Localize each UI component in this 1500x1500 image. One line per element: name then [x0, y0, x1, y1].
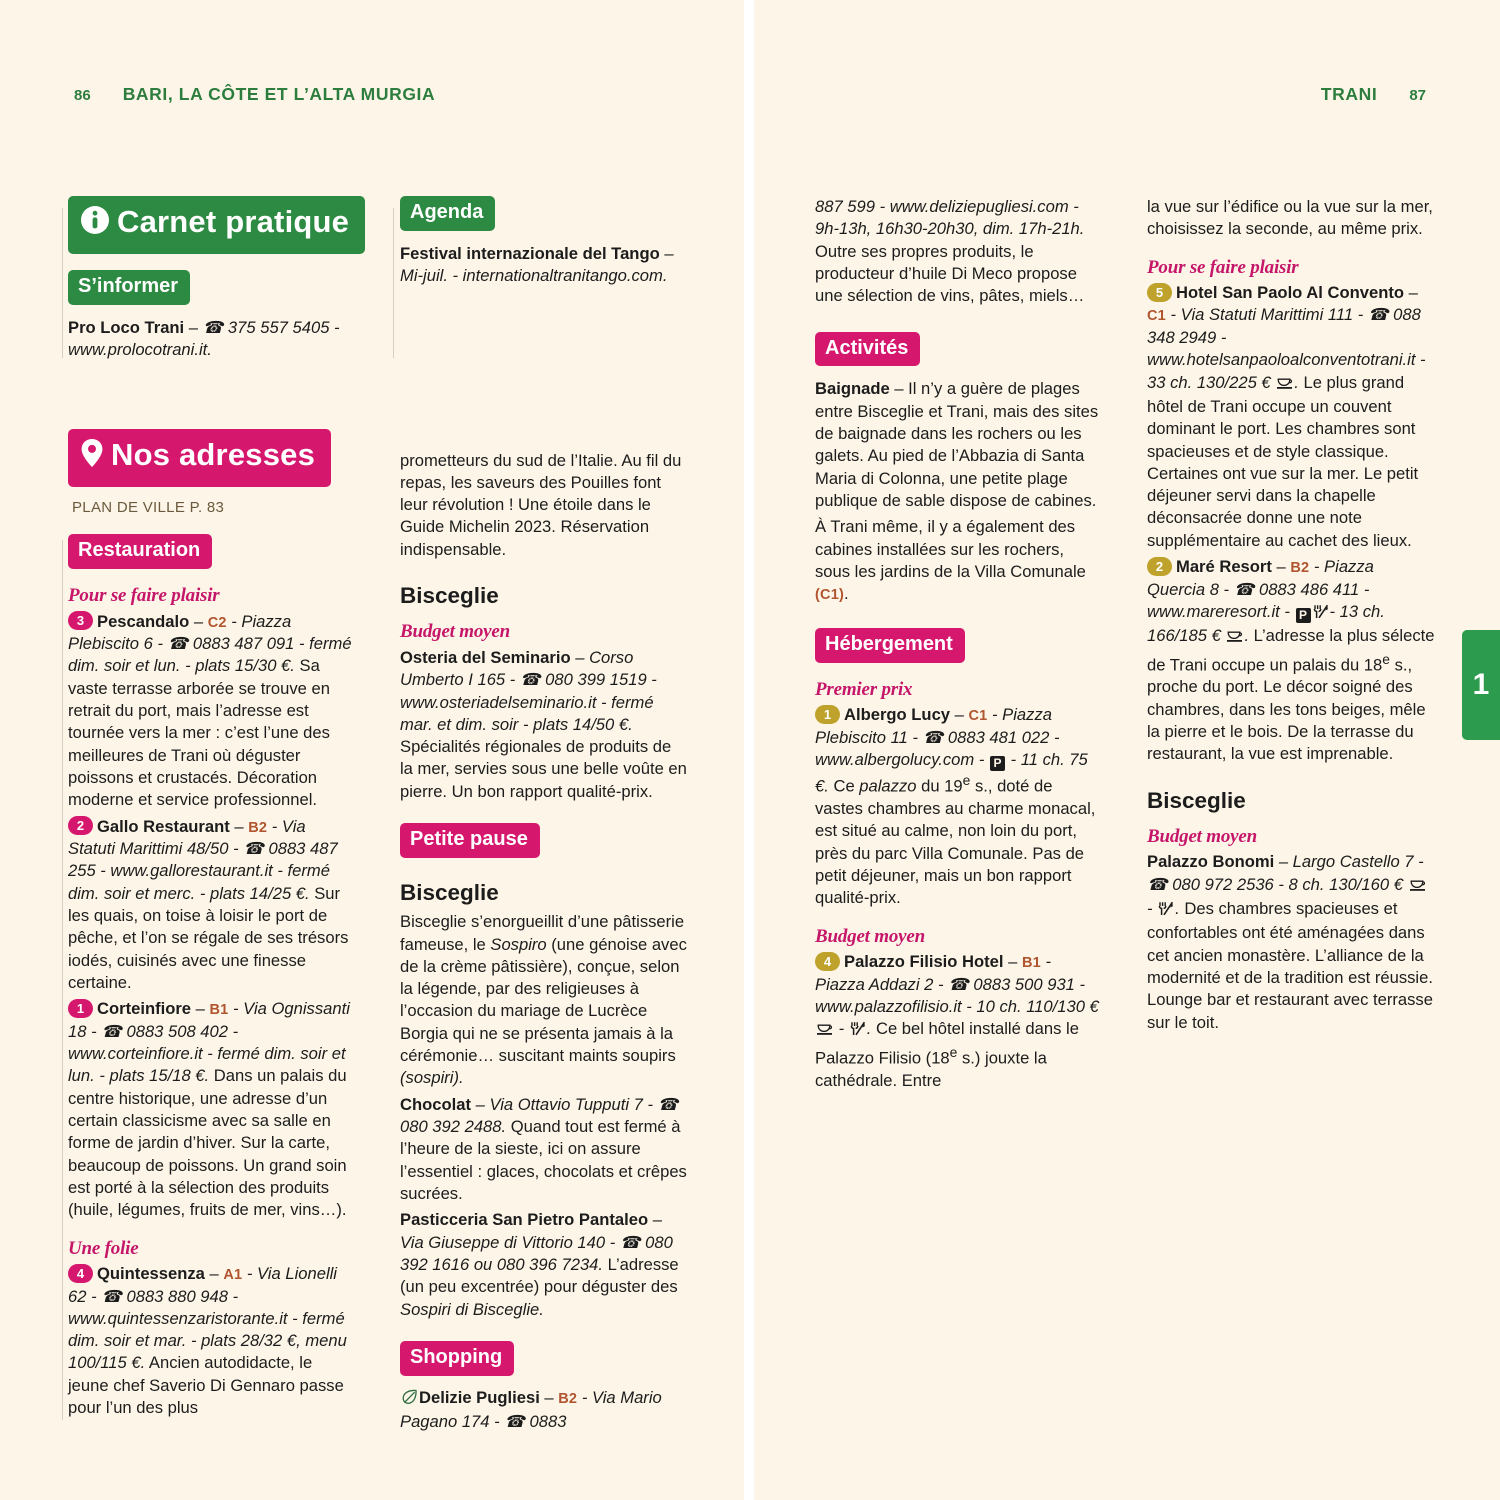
- hotel-description-b: s.) jouxte la cathédrale. Entre: [815, 1048, 1047, 1090]
- column-3: [815, 196, 1103, 1092]
- map-pin-number: 4: [815, 952, 840, 971]
- hotel-entry: 5 Hotel San Paolo Al Convento – C1 - Via Statuti Marittimi 111 - ☎ 088 348 2949 - www.hotelsanpaoloalconventotrani.it - 33 ch. 130/225 € . Le plus grand hôtel de Trani occupe un couvent dominant le port. Les chambres sont spacieuses et de style classique. Certaines ont vue sur la mer. Le petit déjeuner servi dans la chapelle déconsacrée donne une note supplémentaire au cachet des lieux.: [1147, 283, 1426, 550]
- category-budget-moyen: Budget moyen: [815, 925, 926, 947]
- restaurant-name: Corteinfiore: [97, 999, 192, 1019]
- hotel-address-b: - 13 ch. 166/185 €: [1147, 601, 1385, 646]
- ordinal-suffix: e: [1382, 650, 1390, 667]
- hotel-description-b: s., proche du port. Le décor soigné des chambres, dans les tons beiges, mêle la pierre et le bois. De la terrasse du restaurant, la vue est imprenable.: [1147, 655, 1426, 764]
- restaurant-name: Pescandalo: [97, 611, 190, 631]
- hotel-address-c: .: [866, 1019, 872, 1039]
- category-budget-moyen: Budget moyen: [400, 621, 511, 643]
- pause-address: – Via Giuseppe di Vittorio 140 - ☎ 080 392 1616 ou 080 396 7234.: [400, 1210, 673, 1274]
- zone-code: B1: [1021, 955, 1041, 972]
- restaurant-entry: [400, 647, 688, 803]
- shop-entry: Delizie Pugliesi – B2 - Via Mario Pagano 174 - ☎ 0883: [400, 1387, 662, 1432]
- hotel-description: Des chambres spacieuses et confortables ont été aménagées dans cet ancien monastère. L’alliance de la modernité et de la tradition est réussie. Lounge bar et restaurant avec terrasse sur le toit.: [1147, 899, 1433, 1032]
- hotel-address-a: - Via Statuti Marittimi 111 - ☎ 088 348 2949 - www.hotelsanpaoloalconventotrani.it - 33 ch. 130/225 €: [1147, 305, 1426, 392]
- breakfast-icon: [1276, 374, 1293, 396]
- zone-code: A1: [223, 1267, 243, 1284]
- hotel-entry: 2 Maré Resort – B2 - Piazza Quercia 8 - ☎ 0883 486 411 - www.mareresort.it - P - 13 ch. 166/185 € . L’adresse la plus sélecte de Trani occupe un palais du 18e s., proche du port. Le décor soigné des chambres, dans les tons beiges, mêle la pierre et le bois. De la terrasse du restaurant, la vue est imprenable.: [1147, 557, 1435, 764]
- shop-continuation-hours: 887 599 - www.deliziepugliesi.com - 9h-13h, 16h30-20h30, dim. 17h-21h.: [815, 197, 1085, 239]
- column-rule: [62, 540, 63, 1420]
- column-rule: [393, 208, 394, 358]
- hotel-address-a: – Largo Castello 7 - ☎ 080 972 2536 - 8 ch. 130/160 €: [1147, 852, 1424, 894]
- nos-adresses-banner: [68, 429, 331, 487]
- column-1: [68, 196, 356, 1419]
- pro-loco-entry: [68, 317, 356, 362]
- category-pour-se-faire-plaisir: Pour se faire plaisir: [68, 584, 220, 606]
- hotel-description-b: du 19: [916, 776, 963, 796]
- hotel-description-a: Ce: [828, 776, 860, 796]
- town-heading-bisceglie: Bisceglie: [400, 583, 499, 609]
- sinformer-subbanner: S’informer: [68, 270, 190, 305]
- shop-address: - Via Mario Pagano 174 - ☎ 0883: [400, 1387, 662, 1432]
- zone-code: B1: [209, 1002, 229, 1019]
- map-pin-number: 1: [815, 705, 840, 724]
- restaurant-address: - Via Lionelli 62 - ☎ 0883 880 948 - www.quintessenzaristorante.it - fermé dim. soir et mar. - plats 28/32 €, menu 100/115 €.: [68, 1264, 347, 1373]
- hotel-name: Hotel San Paolo Al Convento: [1176, 283, 1405, 303]
- restaurant-icon: [850, 1020, 866, 1042]
- hotel-name: Palazzo Filisio Hotel: [844, 952, 1004, 972]
- activity-entry-continued: [815, 516, 1103, 605]
- sospiri-di-bisceglie-term: Sospiri di Bisceglie.: [400, 1299, 544, 1319]
- hebergement-subbanner: Hébergement: [815, 628, 965, 663]
- breakfast-icon: [816, 1020, 833, 1042]
- pause-name: Chocolat: [400, 1094, 471, 1114]
- category-une-folie: Une folie: [68, 1237, 139, 1259]
- shop-continuation-text: Outre ses propres produits, le producteur d’huile Di Meco propose une sélection de vins, pâtes, miels…: [815, 241, 1085, 306]
- zone-code: B2: [248, 819, 268, 836]
- restaurant-entry: 1 Corteinfiore – B1 - Via Ognissanti 18 - ☎ 0883 508 402 - www.corteinfiore.it - fermé dim. soir et lun. - plats 15/18 €. Dans un palais du centre historique, une adresse d’un certain classicisme avec sa salle en forme de jardin d’hiver. Sur la carte, beaucoup de poissons. Un grand soin est porté à la sélection des produits (huile, légumes, fruits de mer, vins…).: [68, 999, 350, 1220]
- column-2: [400, 196, 688, 1437]
- pause-intro-part-b: (une génoise avec de la crème pâtissière), conçue, selon la légende, par des religieuses à l’occasion du mariage de Lucrèce Borgia qui ne se présenta jamais à la cérémonie… suscitant maints soupirs: [400, 934, 687, 1066]
- hotel-entry: [1147, 851, 1435, 1034]
- sospiro-term: Sospiro: [490, 934, 547, 954]
- zone-code: C1: [1147, 308, 1166, 325]
- activity-entry: [815, 378, 1103, 512]
- petite-pause-subbanner: Petite pause: [400, 823, 540, 858]
- breakfast-icon: [1409, 876, 1426, 898]
- restaurant-address: - Via Statuti Marittimi 48/50 - ☎ 0883 487 255 - www.gallorestaurant.it - fermé dim. soir et merc. - plats 14/25 €.: [68, 816, 338, 903]
- shopping-subbanner: Shopping: [400, 1341, 514, 1376]
- filisio-continuation: la vue sur l’édifice ou la vue sur la mer, choisissez la seconde, au même prix.: [1147, 197, 1433, 239]
- hotel-name: Maré Resort: [1176, 557, 1272, 577]
- restaurant-address: – Corso Umberto I 165 - ☎ 080 399 1519 - www.osteriadelseminario.it - fermé mar. et dim. soir - plats 14/50 €.: [400, 647, 657, 734]
- agenda-subbanner: Agenda: [400, 196, 495, 231]
- activites-subbanner: Activités: [815, 332, 920, 367]
- restaurant-name: Quintessenza: [97, 1264, 205, 1284]
- page-gutter: [744, 0, 754, 1500]
- restaurant-description: Sur les quais, on toise à loisir le port de pêche, et l’on se régale de ses trésors iodés, cuisinés avec une finesse certaine.: [68, 883, 349, 992]
- hotel-address-a: - Piazza Quercia 8 - ☎ 0883 486 411 - www.mareresort.it -: [1147, 557, 1374, 621]
- hotel-description-a: L’adresse la plus sélecte de Trani occupe un palais du 18: [1147, 626, 1435, 675]
- hotel-address-a: - Piazza Plebiscito 11 - ☎ 0883 481 022 - www.albergolucy.com -: [815, 705, 1060, 770]
- pause-description: L’adresse (un peu excentrée) pour déguster des: [400, 1254, 679, 1297]
- restaurant-entry: 4 Quintessenza – A1 - Via Lionelli 62 - ☎ 0883 880 948 - www.quintessenzaristorante.it - fermé dim. soir et mar. - plats 28/32 €, menu 100/115 €. Ancien autodidacte, le jeune chef Saverio Di Gennaro passe pour l’un des plus: [68, 1264, 347, 1418]
- hotel-entry: 4 Palazzo Filisio Hotel – B1 - Piazza Addazi 2 - ☎ 0883 500 931 - www.palazzofilisio.it - 10 ch. 110/130 € - . Ce bel hôtel installé dans le Palazzo Filisio (18e s.) jouxte la cathédrale. Entre: [815, 952, 1099, 1090]
- hotel-name: Palazzo Bonomi: [1147, 852, 1275, 872]
- zone-code: B2: [558, 1390, 578, 1407]
- hotel-address-a: - Piazza Addazi 2 - ☎ 0883 500 931 - www.palazzofilisio.it - 10 ch. 110/130 €: [815, 952, 1099, 1017]
- agenda-entry: [400, 243, 688, 288]
- activity-name: Baignade: [815, 379, 890, 399]
- hotel-description-a: Ce bel hôtel installé dans le Palazzo Filisio (18: [815, 1019, 1079, 1068]
- zone-code: (C1): [815, 587, 844, 604]
- restaurant-description: Dans un palais du centre historique, une adresse d’un certain classicisme avec sa salle en forme de jardin d’hiver. Sur la carte, beaucoup de poissons. Un grand soin est porté à la sélection des produits (huile, légumes, fruits de mer, vins…).: [68, 1066, 347, 1220]
- palazzo-term: palazzo: [859, 776, 917, 796]
- map-pin-number: 4: [68, 1264, 93, 1283]
- activity-description-b: À Trani même, il y a également des cabines installées sur les rochers, sous les jardins de la Villa Comunale: [815, 517, 1086, 581]
- hotel-address-b: -: [1147, 899, 1158, 919]
- hotel-description-c: s., doté de vastes chambres au charme monacal, est situé au calme, non loin du port, près du parc Villa Comunale. Pas de petit déjeuner, mais un bon rapport qualité-prix.: [815, 776, 1096, 908]
- hotel-address-b: -: [834, 1019, 849, 1039]
- sospiri-term: (sospiri).: [400, 1068, 464, 1088]
- hotel-name: Albergo Lucy: [844, 705, 951, 725]
- column-4: [1147, 196, 1435, 1034]
- restauration-subbanner: Restauration: [68, 534, 212, 569]
- agenda-event-details: – Mi-juil. - internationaltranitango.com.: [400, 243, 674, 286]
- map-pin-number: 2: [68, 816, 93, 835]
- pause-entry: [400, 1094, 688, 1206]
- zone-code: C1: [968, 708, 988, 725]
- petite-pause-intro: [400, 911, 688, 1090]
- pause-entry: [400, 1209, 688, 1321]
- pause-address: – Via Ottavio Tupputi 7 - ☎ 080 392 2488.: [400, 1094, 679, 1137]
- restaurant-entry: 2 Gallo Restaurant – B2 - Via Statuti Marittimi 48/50 - ☎ 0883 487 255 - www.gallorestaurant.it - fermé dim. soir et merc. - plats 14/25 €. Sur les quais, on toise à loisir le port de pêche, et l’on se régale de ses trésors iodés, cuisinés avec une finesse certaine.: [68, 816, 349, 992]
- running-head-left: [74, 84, 435, 105]
- plan-de-ville-line: PLAN DE VILLE P. 83: [72, 498, 225, 516]
- breakfast-icon: [1226, 627, 1243, 649]
- shop-continuation: [815, 196, 1103, 308]
- restaurant-name: Osteria del Seminario: [400, 647, 571, 667]
- info-icon: [80, 204, 110, 246]
- restaurant-address: - Piazza Plebiscito 6 - ☎ 0883 487 091 - fermé dim. soir et lun. - plats 15/30 €.: [68, 611, 352, 676]
- category-premier-prix: Premier prix: [815, 678, 913, 700]
- pause-intro-part-a: Bisceglie s’enorgueillit d’une pâtisserie fameuse, le: [400, 912, 685, 954]
- map-pin-number: 3: [68, 611, 93, 630]
- restaurant-entry: 3 Pescandalo – C2 - Piazza Plebiscito 6 - ☎ 0883 487 091 - fermé dim. soir et lun. - plats 15/30 €. Sa vaste terrasse arborée se trouve en retrait du port, mais l’adresse est tournée vers la mer : c’est l’une des meilleures de Trani où déguster poissons et crustacés. Décoration moderne et service professionnel.: [68, 611, 352, 810]
- leaf-icon: [401, 1389, 418, 1411]
- chapter-tab: [1462, 630, 1500, 740]
- map-pin-number: 5: [1147, 283, 1172, 302]
- hotel-entry: 1 Albergo Lucy – C1 - Piazza Plebiscito 11 - ☎ 0883 481 022 - www.albergolucy.com - P - 11 ch. 75 €. Ce palazzo du 19e s., doté de vastes chambres au charme monacal, est situé au calme, non loin du port, près du parc Villa Comunale. Pas de petit déjeuner, mais un bon rapport qualité-prix.: [815, 705, 1096, 908]
- category-pour-se-faire-plaisir: Pour se faire plaisir: [1147, 256, 1299, 278]
- restaurant-description: Sa vaste terrasse arborée se trouve en retrait du port, mais l’adresse est tournée vers la mer : c’est l’une des meilleures de Trani où déguster poissons et crustacés. Décoration moderne et service professionnel.: [68, 656, 330, 810]
- map-pin-icon: [80, 437, 104, 479]
- map-pin-number: 1: [68, 999, 93, 1018]
- pro-loco-details: – ☎ 375 557 5405 - www.prolocotrani.it.: [68, 317, 340, 359]
- zone-code: B2: [1290, 560, 1310, 577]
- ordinal-suffix: e: [949, 1043, 958, 1060]
- nos-adresses-title: Nos adresses: [111, 437, 316, 473]
- town-heading-bisceglie: Bisceglie: [1147, 787, 1246, 813]
- hotel-description: Le plus grand hôtel de Trani occupe un couvent dominant le port. Les chambres sont spacieuses et de style classique. Certaines ont vue sur la mer. Le petit déjeuner servi dans la chapelle déconsacrée donne une note supplémentaire au cachet des lieux.: [1147, 372, 1419, 550]
- carnet-pratique-banner: [68, 196, 365, 254]
- restaurant-name: Gallo Restaurant: [97, 816, 230, 836]
- restaurant-description: Spécialités régionales de produits de la mer, servies sous une belle voûte en pierre. Un bon rapport qualité-prix.: [400, 737, 687, 801]
- quintessenza-continuation: prometteurs du sud de l’Italie. Au fil du repas, les saveurs des Pouilles font leur révolution ! Une étoile dans le Guide Michelin 2023. Réservation indispensable.: [400, 450, 682, 559]
- town-heading-bisceglie: Bisceglie: [400, 879, 499, 905]
- activity-description-a: – Il n’y a guère de plages entre Bisceglie et Trani, mais des sites de baignade dans les rochers ou les galets. Au pied de l’Abbazia di Santa Maria di Colonna, une petite plage publique de sable dispose de cabines.: [815, 379, 1099, 511]
- hotel-address-b: - 11 ch. 75 €.: [815, 750, 1088, 796]
- restaurant-description: Ancien autodidacte, le jeune chef Saverio Di Gennaro passe pour l’un des plus: [68, 1353, 344, 1418]
- folio-right: 87: [1409, 87, 1426, 104]
- agenda-event-name: Festival internazionale del Tango: [400, 243, 660, 263]
- hotel-address-b: .: [1294, 372, 1299, 392]
- chapter-tab-number: 1: [1472, 668, 1490, 701]
- category-budget-moyen: Budget moyen: [1147, 825, 1258, 847]
- pause-name: Pasticceria San Pietro Pantaleo: [400, 1210, 649, 1230]
- pause-description: Quand tout est fermé à l’heure de la sieste, ici on assure l’essentiel : glaces, chocolats et crêpes sucrées.: [400, 1117, 687, 1203]
- running-head-right: [1321, 84, 1426, 105]
- parking-icon: P: [1296, 608, 1311, 623]
- zone-code: C2: [207, 614, 227, 631]
- column-rule: [62, 208, 63, 358]
- restaurant-address: - Via Ognissanti 18 - ☎ 0883 508 402 - www.corteinfiore.it - fermé dim. soir et lun. - plats 15/18 €.: [68, 999, 350, 1086]
- activity-description-c: .: [844, 584, 849, 604]
- hotel-address-c: .: [1175, 899, 1180, 919]
- shop-name: Delizie Pugliesi: [419, 1387, 540, 1407]
- folio-left: 86: [74, 87, 91, 104]
- ordinal-suffix: e: [962, 772, 971, 789]
- hotel-address-c: .: [1244, 626, 1250, 646]
- running-head-right-title: TRANI: [1320, 84, 1378, 104]
- running-head-left-title: BARI, LA CÔTE ET L’ALTA MURGIA: [122, 84, 436, 104]
- carnet-pratique-title: Carnet pratique: [117, 204, 350, 239]
- pro-loco-name: Pro Loco Trani: [68, 317, 185, 337]
- restaurant-icon: [1313, 603, 1329, 625]
- restaurant-icon: [1158, 900, 1174, 922]
- map-pin-number: 2: [1147, 557, 1172, 576]
- parking-icon: P: [990, 756, 1005, 771]
